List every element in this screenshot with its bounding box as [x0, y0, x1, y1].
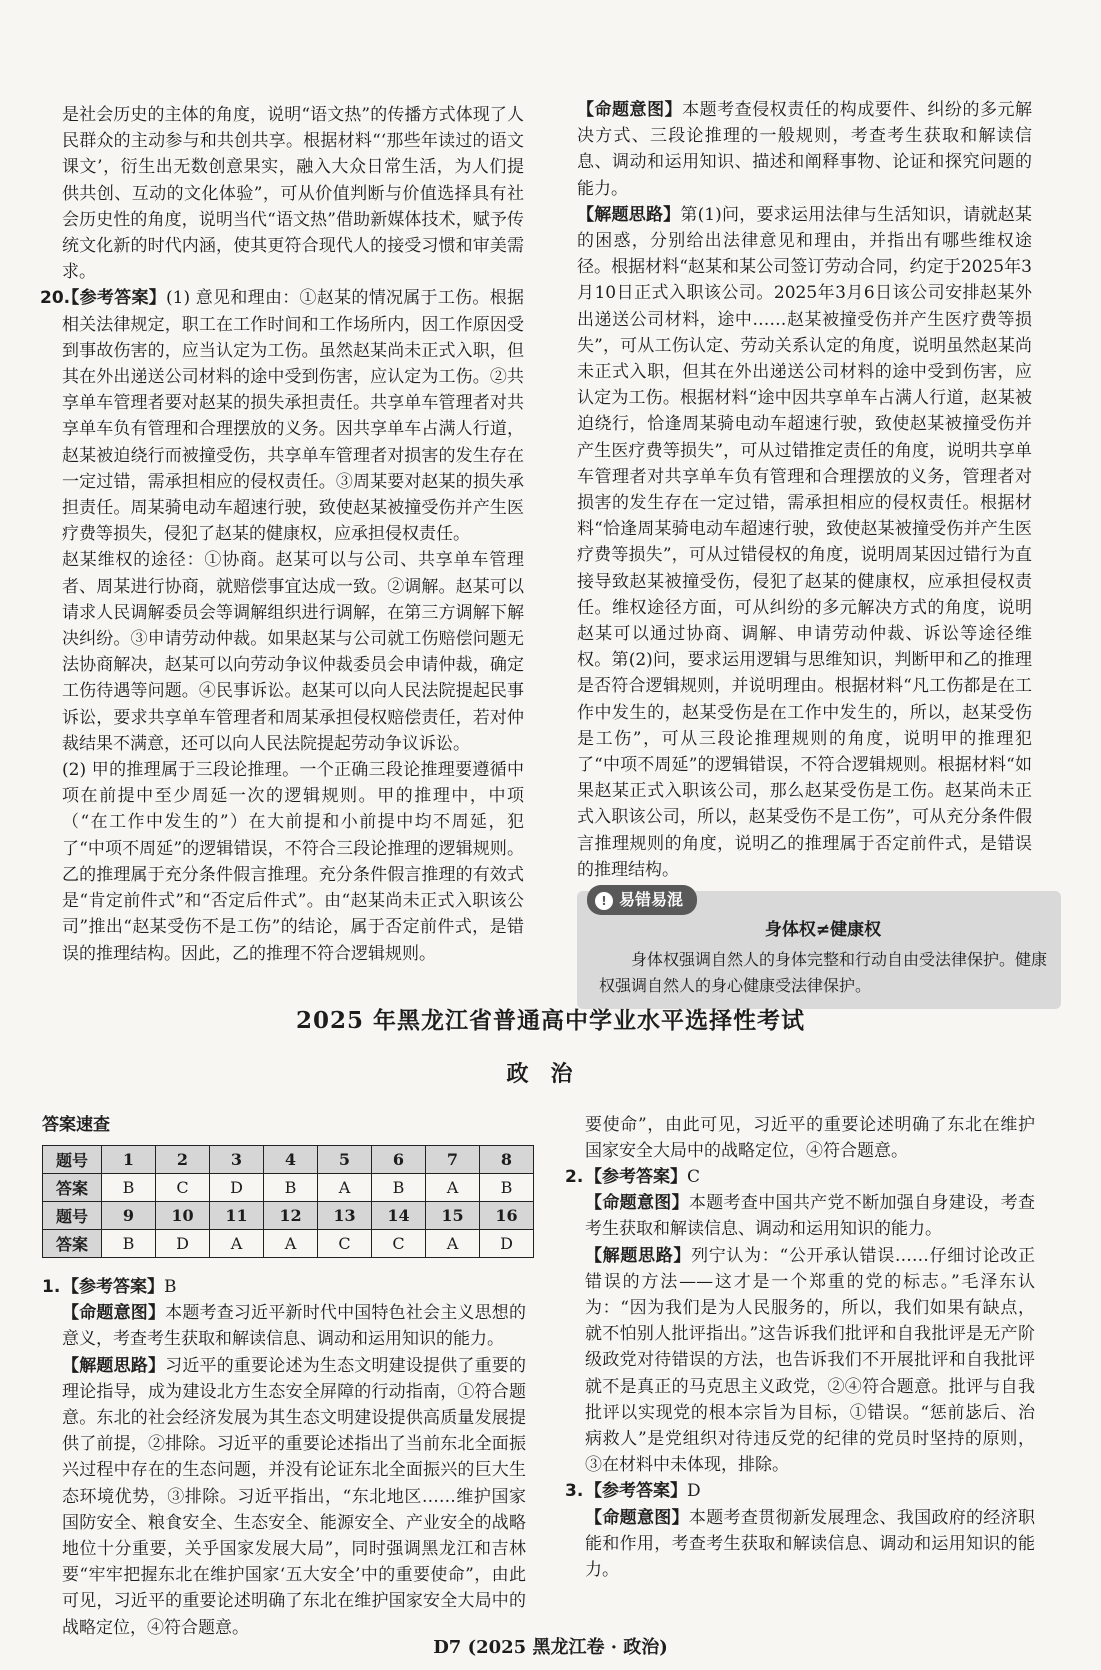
box-label: [587, 885, 697, 915]
q1-intent-text: 本题考查习近平新时代中国特色社会主义思想的意义，考查考生获取和解读信息、调动和运用知识的能力。: [62, 1303, 527, 1350]
answer-cell: B: [102, 1174, 156, 1202]
table-row: [43, 1230, 534, 1258]
answer-cell: B: [480, 1174, 534, 1202]
q2-idea: [565, 1243, 1035, 1479]
answer-cell: D: [156, 1230, 210, 1258]
answer-tag: 【参考答案】: [585, 1481, 687, 1502]
left-column-top: [40, 102, 525, 967]
box-text: 身体权强调自然人的身体完整和行动自由受法律保护。健康权强调自然人的身心健康受法律保护。: [599, 950, 1048, 996]
q1-answer: [42, 1274, 526, 1300]
row-label: 答案: [43, 1174, 102, 1202]
warning-icon: !: [595, 892, 613, 910]
answer-cell: A: [210, 1230, 264, 1258]
question-num-cell: 13: [318, 1202, 372, 1230]
answer-quick-check-heading: 答案速查: [42, 1115, 110, 1135]
q2-intent: [565, 1190, 1035, 1242]
answer-cell: C: [156, 1174, 210, 1202]
q19-continuation: 是社会历史的主体的角度，说明“语文热”的传播方式体现了人民群众的主动参与和共创共享。根据材料“‘那些年读过的语文课文’，衍生出无数创意果实，融入大众日常生活，为人们提供共创、互动的文化体验”，可从价值判断与价值选择具有社会历史性的角度，说明当代“语文热”借助新媒体技术，赋予传统文化新的时代内涵，使其更符合现代人的接受习惯和审美需求。: [62, 105, 524, 283]
question-number: 1.: [42, 1277, 61, 1297]
box-label-text: 易错易混: [619, 890, 684, 910]
question-number: 20.: [40, 288, 71, 309]
row-label: 题号: [43, 1146, 102, 1174]
q2-intent-text: 本题考查中国共产党不断加强自身建设，考查考生获取和解读信息、调动和运用知识的能力。: [585, 1193, 1036, 1240]
right-column-bottom: [565, 1112, 1035, 1583]
q2-answer: [565, 1164, 1035, 1190]
question-num-cell: 9: [102, 1202, 156, 1230]
table-row: [43, 1202, 534, 1230]
answer-cell: B: [102, 1230, 156, 1258]
q20-idea-text: 第(1)问，要求运用法律与生活知识，请就赵某的困惑，分别给出法律意见和理由，并指出有哪些维权途径。根据材料“赵某和某公司签订劳动合同，约定于2025年3月10日正式入职该公司。2025年3月6日该公司安排赵某外出递送公司材料，途中……赵某被撞受伤并产生医疗费等损失”，可从工伤认定、劳动关系认定的角度，说明虽然赵某尚未正式入职，但其在外出递送公司材料的途中受到伤害，应认定为工伤。根据材料“途中因共享单车占满人行道，赵某被迫绕行，恰逢周某骑电动车超速行驶，致使赵某被撞受伤并产生医疗费等损失”，可从过错推定责任的角度，说明共享单车管理者对共享单车负有管理和合理摆放的义务，管理者对损害的发生存在一定过错，需承担相应的侵权责任。根据材料“恰逢周某骑电动车超速行驶，致使赵某被撞受伤并产生医疗费等损失”，可从过错侵权的角度，说明周某因过错行为直接导致赵某被撞受伤，侵犯了赵某的健康权，应承担侵权责任。维权途径方面，可从纠纷的多元解决方式的角度，说明赵某可以通过协商、调解、申请劳动仲裁、诉讼等途径维权。第(2)问，要求运用逻辑与思维知识，判断甲和乙的推理是否符合逻辑规则，并说明理由。根据材料“凡工伤都是在工作中发生的，赵某受伤是在工作中发生的，所以，赵某受伤是工伤”，可从三段论推理规则的角度，说明甲的推理犯了“中项不周延”的逻辑错误，不符合逻辑规则。根据材料“如果赵某正式入职该公司，那么赵某受伤是工伤。赵某尚未正式入职该公司，所以，赵某受伤不是工伤”，可从充分条件假言推理规则的角度，说明乙的推理属于否定前件式，是错误的推理结构。: [577, 204, 1032, 880]
table-row: [43, 1174, 534, 1202]
q20-intent: [577, 97, 1032, 202]
q20-answer-p2: 赵某维权的途径：①协商。赵某可以与公司、共享单车管理者、周某进行协商，就赔偿事宜达成一致。②调解。赵某可以请求人民调解委员会等调解组织进行调解，在第三方调解下解决纠纷。③申请劳动仲裁。如果赵某与公司就工伤赔偿问题无法协商解决，赵某可以向劳动争议仲裁委员会申请仲裁，确定工伤待遇等问题。④民事诉讼。赵某可以向人民法院提起民事诉讼，要求共享单车管理者和周某承担侵权赔偿责任，若对仲裁结果不满意，还可以向人民法院提起劳动争议诉讼。: [62, 550, 524, 754]
answer-cell: A: [264, 1230, 318, 1258]
question-num-cell: 8: [480, 1146, 534, 1174]
q3-intent-text: 本题考查贯彻新发展理念、我国政府的经济职能和作用，考查考生获取和解读信息、调动和运用知识的能力。: [585, 1507, 1036, 1581]
answer-cell: B: [264, 1174, 318, 1202]
q1-idea-continued: 要使命”，由此可见，习近平的重要论述明确了东北在维护国家安全大局中的战略定位，④符合题意。: [585, 1115, 1035, 1162]
q1-idea: [42, 1353, 527, 1638]
question-num-cell: 1: [102, 1146, 156, 1174]
table-row: [43, 1146, 534, 1174]
q1-answer-value: B: [164, 1277, 177, 1297]
q20-answer-p1: [40, 285, 525, 547]
question-num-cell: 16: [480, 1202, 534, 1230]
question-num-cell: 14: [372, 1202, 426, 1230]
answer-tag: 【参考答案】: [62, 288, 167, 309]
left-column-bottom: [42, 1274, 527, 1638]
page-footer: D7 (2025 黑龙江卷 · 政治): [433, 1637, 668, 1658]
intent-tag: 【命题意图】: [62, 1303, 166, 1324]
q20-intent-text: 本题考查侵权责任的构成要件、纠纷的多元解决方式、三段论推理的一般规则，考查考生获取和解读信息、调动和运用知识、描述和阐释事物、论证和探究问题的能力。: [577, 100, 1033, 199]
answer-cell: B: [372, 1174, 426, 1202]
idea-tag: 【解题思路】: [62, 1355, 166, 1376]
intent-tag: 【命题意图】: [585, 1507, 689, 1528]
question-number: 3.: [565, 1481, 584, 1502]
q2-idea-text: 列宁认为：“公开承认错误……仔细讨论改正错误的方法——这才是一个郑重的党的标志。”毛泽东认为：“因为我们是为人民服务的，所以，我们如果有缺点，就不怕别人批评指出。”这告诉我们批评和自我批评是无产阶级政党对待错误的方法，也告诉我们不开展批评和自我批评就不是真正的马克思主义政党，②④符合题意。批评与自我批评以实现党的根本宗旨为目标，①错误。“惩前毖后、治病救人”是党组织对待违反党的纪律的党员时坚持的原则，③在材料中未体现，排除。: [585, 1245, 1035, 1476]
question-num-cell: 3: [210, 1146, 264, 1174]
idea-tag: 【解题思路】: [577, 204, 681, 225]
q20-answer-p3: (2) 甲的推理属于三段论推理。一个正确三段论推理要遵循中项在前提中至少周延一次的逻辑规则。甲的推理中，中项（“在工作中发生的”）在大前提和小前提中均不周延，犯了“中项不周延”的逻辑错误，不符合三段论推理的逻辑规则。乙的推理属于充分条件假言推理。充分条件假言推理的有效式是“肯定前件式”和“否定后件式”。由“赵某尚未正式入职该公司”推出“赵某受伤不是工伤”的结论，属于否定前件式，是错误的推理结构。因此，乙的推理不符合逻辑规则。: [62, 760, 524, 964]
box-title: 身体权≠健康权: [764, 920, 882, 941]
question-num-cell: 10: [156, 1202, 210, 1230]
answer-cell: A: [426, 1230, 480, 1258]
row-label: 答案: [43, 1230, 102, 1258]
q20-answer-text-1: (1) 意见和理由：①赵某的情况属于工伤。根据相关法律规定，职工在工作时间和工作场所内，因工作原因受到事故伤害的，应当认定为工伤。虽然赵某尚未正式入职，但其在外出递送公司材料的途中受到伤害，应认定为工伤。②共享单车管理者要对赵某的损失承担责任。共享单车管理者对共享单车负有管理和合理摆放的义务。因共享单车占满人行道，赵某被迫绕行而被撞受伤，共享单车管理者对损害的发生存在一定过错，需承担相应的侵权责任。③周某要对赵某的损失承担责任。周某骑电动车超速行驶，致使赵某被撞受伤并产生医疗费等损失，侵犯了赵某的健康权，应承担侵权责任。: [62, 288, 525, 545]
answer-cell: C: [372, 1230, 426, 1258]
exam-title: 2025 年黑龙江省普通高中学业水平选择性考试: [295, 1007, 806, 1034]
q1-intent: [42, 1300, 526, 1352]
right-column-top: [577, 97, 1048, 1009]
answer-cell: A: [426, 1174, 480, 1202]
question-num-cell: 12: [264, 1202, 318, 1230]
answer-cell: D: [210, 1174, 264, 1202]
question-num-cell: 5: [318, 1146, 372, 1174]
answer-cell: C: [318, 1230, 372, 1258]
q3-answer: [565, 1478, 1035, 1504]
answer-cell: A: [318, 1174, 372, 1202]
answer-table: [42, 1145, 534, 1258]
idea-tag: 【解题思路】: [585, 1245, 692, 1266]
q1-idea-text: 习近平的重要论述为生态文明建设提供了重要的理论指导，成为建设北方生态安全屏障的行动指南，①符合题意。东北的社会经济发展为其生态文明建设提供高质量发展提供了前提，②排除。习近平的重要论述指出了当前东北全面振兴过程中存在的生态问题，并没有论证东北全面振兴的巨大生态环境优势，③排除。习近平指出，“东北地区……维护国家国防安全、粮食安全、生态安全、能源安全、产业安全的战略地位十分重要，关乎国家发展大局”，同时强调黑龙江和吉林要“牢牢把握东北在维护国家‘五大安全’中的重要使命”，由此可见，习近平的重要论述明确了东北在维护国家安全大局中的战略定位，④符合题意。: [62, 1355, 527, 1638]
answer-cell: D: [480, 1230, 534, 1258]
subject-title: 政治: [506, 1061, 595, 1087]
q2-answer-value: C: [687, 1167, 701, 1187]
q20-idea: [577, 202, 1032, 883]
question-num-cell: 11: [210, 1202, 264, 1230]
answer-tag: 【参考答案】: [585, 1167, 687, 1187]
q3-intent: [565, 1505, 1035, 1584]
intent-tag: 【命题意图】: [585, 1193, 689, 1214]
answer-tag: 【参考答案】: [62, 1277, 164, 1297]
intent-tag: 【命题意图】: [577, 100, 683, 120]
question-num-cell: 15: [426, 1202, 480, 1230]
question-num-cell: 7: [426, 1146, 480, 1174]
question-number: 2.: [565, 1167, 584, 1187]
question-num-cell: 2: [156, 1146, 210, 1174]
question-num-cell: 4: [264, 1146, 318, 1174]
q3-answer-value: D: [687, 1481, 701, 1502]
question-num-cell: 6: [372, 1146, 426, 1174]
row-label: 题号: [43, 1202, 102, 1230]
error-prone-box: [577, 891, 1061, 1009]
